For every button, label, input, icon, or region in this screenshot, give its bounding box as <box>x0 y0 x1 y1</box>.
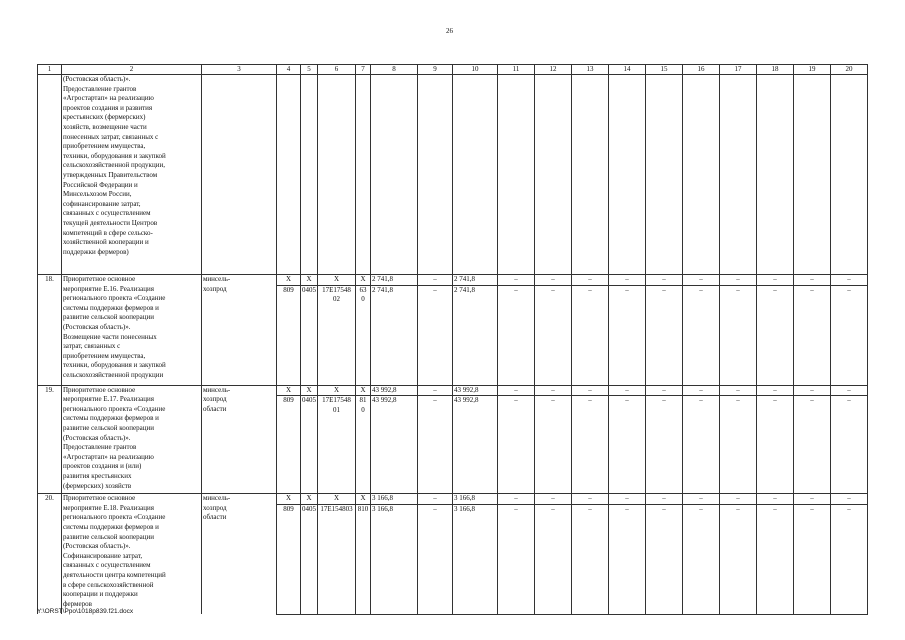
code-cell: 17Е17548 02 <box>318 285 356 385</box>
value-cell: – <box>794 396 831 494</box>
total-cell: 43 992,8 <box>371 385 418 396</box>
code-cell: Х <box>356 494 371 505</box>
value-cell: – <box>572 504 609 614</box>
value-cell: – <box>609 285 646 385</box>
value-cell: – <box>831 385 868 396</box>
value-cell: – <box>720 504 757 614</box>
code-cell: Х <box>301 385 318 396</box>
value-cell: 43 992,8 <box>453 396 498 494</box>
column-header: 1 <box>38 65 62 75</box>
cell-num <box>38 75 62 275</box>
row-number: 19. <box>38 385 62 494</box>
value-cell: – <box>720 385 757 396</box>
row-executor: минсель- хозпрод области <box>202 385 277 494</box>
value-cell: – <box>646 385 683 396</box>
row-description: Приоритетное основное мероприятие Е.17. Реализация регионального проекта «Создание системы поддержки фермеров и развитие сельской кооперации (Ростовская область)». Предоставление грантов «Агростартап» на реализацию проектов создания и (или) развития крестьянских (фермерских) хозяйств <box>62 385 202 494</box>
total-cell: 43 992,8 <box>371 396 418 494</box>
value-cell: – <box>498 396 535 494</box>
code-cell: Х <box>318 275 356 286</box>
value-cell: – <box>831 285 868 385</box>
row-executor: минсель- хозпрод <box>202 275 277 386</box>
value-cell: – <box>831 275 868 286</box>
value-cell: – <box>535 396 572 494</box>
value-cell: 2 741,8 <box>453 285 498 385</box>
value-cell: – <box>609 385 646 396</box>
code-cell: 0405 <box>301 504 318 614</box>
continuation-description: (Ростовская область)». Предоставление грантов «Агростартап» на реализацию проектов создания и развития крестьянских (фермерских) хозяйств, возмещение части понесенных затрат, связанных с приобретением имущества, техники, оборудования и закупкой сельскохозяйственной продукции, утвержденных Правительством Российской Федерации и Минсельхозом России, софинансирование затрат, связанных с осуществлением текущей деятельности Центров компетенций в сфере сельско- хозяйственной кооперации и поддержки фермеров) <box>62 75 202 275</box>
row-description: Приоритетное основное мероприятие Е.18. Реализация регионального проекта «Создание системы поддержки фермеров и развитие сельской кооперации (Ростовская область)». Софинансирование затрат, связанных с осуществлением деятельности центра компетенций в сфере сельскохозяйственной кооперации и поддержки фермеров <box>62 494 202 615</box>
value-cell: – <box>646 396 683 494</box>
value-cell: – <box>646 285 683 385</box>
value-cell: – <box>609 396 646 494</box>
column-header: 3 <box>202 65 277 75</box>
total-cell: 3 166,8 <box>371 504 418 614</box>
value-cell: – <box>831 396 868 494</box>
value-cell: – <box>831 494 868 505</box>
value-cell: – <box>572 275 609 286</box>
value-cell: – <box>794 275 831 286</box>
value-cell: – <box>609 275 646 286</box>
value-cell: 3 166,8 <box>453 494 498 505</box>
value-cell: – <box>535 275 572 286</box>
column-header: 10 <box>453 65 498 75</box>
code-cell: Х <box>318 494 356 505</box>
value-cell: – <box>418 385 453 396</box>
value-cell: – <box>498 494 535 505</box>
column-header: 15 <box>646 65 683 75</box>
value-cell: – <box>683 275 720 286</box>
column-number-row <box>38 65 868 75</box>
value-cell: – <box>498 504 535 614</box>
code-cell: 17Е17548 01 <box>318 396 356 494</box>
value-cell: – <box>535 504 572 614</box>
value-cell: – <box>498 275 535 286</box>
value-cell: 2 741,8 <box>453 275 498 286</box>
value-cell: – <box>831 504 868 614</box>
value-cell: – <box>418 275 453 286</box>
value-cell: – <box>535 385 572 396</box>
code-cell: 81 0 <box>356 396 371 494</box>
code-cell: 810 <box>356 504 371 614</box>
column-header: 5 <box>301 65 318 75</box>
column-header: 19 <box>794 65 831 75</box>
code-cell: Х <box>301 275 318 286</box>
code-cell: Х <box>356 385 371 396</box>
value-cell: – <box>794 385 831 396</box>
row-executor: минсель- хозпрод области <box>202 494 277 615</box>
column-header: 13 <box>572 65 609 75</box>
value-cell: – <box>572 385 609 396</box>
code-cell: 809 <box>277 396 301 494</box>
value-cell: – <box>757 396 794 494</box>
value-cell: – <box>418 396 453 494</box>
row-description: Приоритетное основное мероприятие Е.16. Реализация регионального проекта «Создание системы поддержки фермеров и развитие сельской кооперации (Ростовская область)». Возмещение части понесенных затрат, связанных с приобретением имущества, техники, оборудования и закупкой сельскохозяйственной продукции <box>62 275 202 386</box>
value-cell: – <box>683 385 720 396</box>
code-cell: 809 <box>277 504 301 614</box>
code-cell: Х <box>356 275 371 286</box>
value-cell: – <box>418 494 453 505</box>
column-header: 17 <box>720 65 757 75</box>
value-cell: – <box>683 504 720 614</box>
value-cell: – <box>757 275 794 286</box>
total-cell: 3 166,8 <box>371 494 418 505</box>
value-cell: – <box>757 504 794 614</box>
value-cell: – <box>418 285 453 385</box>
page-number: 26 <box>446 27 453 35</box>
value-cell: – <box>535 494 572 505</box>
column-header: 9 <box>418 65 453 75</box>
code-cell: Х <box>277 494 301 505</box>
code-cell: 17Е154803 <box>318 504 356 614</box>
column-header: 14 <box>609 65 646 75</box>
code-cell: 0405 <box>301 285 318 385</box>
value-cell: 43 992,8 <box>453 385 498 396</box>
table-row <box>38 385 868 396</box>
table-row <box>38 275 868 286</box>
code-cell: 63 0 <box>356 285 371 385</box>
budget-table <box>37 64 868 615</box>
total-cell: 2 741,8 <box>371 275 418 286</box>
value-cell: – <box>794 285 831 385</box>
file-path-footer: Y:\ORST\Ppo\1018p839.f21.docx <box>37 608 134 615</box>
value-cell: – <box>720 285 757 385</box>
column-header: 20 <box>831 65 868 75</box>
value-cell: – <box>609 504 646 614</box>
value-cell: – <box>535 285 572 385</box>
code-cell: 809 <box>277 285 301 385</box>
column-header: 7 <box>356 65 371 75</box>
value-cell: – <box>720 396 757 494</box>
value-cell: – <box>646 275 683 286</box>
column-header: 11 <box>498 65 535 75</box>
row-number: 20. <box>38 494 62 615</box>
value-cell: – <box>720 494 757 505</box>
value-cell: – <box>757 494 794 505</box>
column-header: 18 <box>757 65 794 75</box>
value-cell: – <box>720 275 757 286</box>
column-header: 6 <box>318 65 356 75</box>
column-header: 8 <box>371 65 418 75</box>
total-cell: 2 741,8 <box>371 285 418 385</box>
code-cell: Х <box>318 385 356 396</box>
value-cell: – <box>794 494 831 505</box>
value-cell: – <box>683 396 720 494</box>
value-cell: – <box>572 396 609 494</box>
value-cell: – <box>498 385 535 396</box>
column-header: 4 <box>277 65 301 75</box>
column-header: 12 <box>535 65 572 75</box>
value-cell: – <box>572 285 609 385</box>
value-cell: – <box>683 285 720 385</box>
value-cell: – <box>418 504 453 614</box>
row-number: 18. <box>38 275 62 386</box>
value-cell: – <box>683 494 720 505</box>
code-cell: Х <box>277 275 301 286</box>
value-cell: – <box>646 494 683 505</box>
value-cell: – <box>757 285 794 385</box>
value-cell: – <box>498 285 535 385</box>
code-cell: 0405 <box>301 396 318 494</box>
value-cell: – <box>572 494 609 505</box>
continuation-row <box>38 75 868 275</box>
value-cell: 3 166,8 <box>453 504 498 614</box>
code-cell: Х <box>301 494 318 505</box>
value-cell: – <box>757 385 794 396</box>
table-row <box>38 494 868 505</box>
code-cell: Х <box>277 385 301 396</box>
column-header: 2 <box>62 65 202 75</box>
value-cell: – <box>609 494 646 505</box>
value-cell: – <box>794 504 831 614</box>
column-header: 16 <box>683 65 720 75</box>
value-cell: – <box>646 504 683 614</box>
